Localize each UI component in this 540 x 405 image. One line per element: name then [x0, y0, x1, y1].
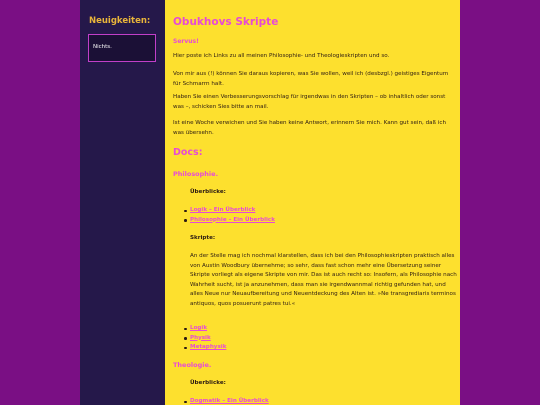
list-item — [190, 324, 226, 334]
docs-heading: Docs: — [173, 147, 203, 158]
main-content — [165, 0, 460, 405]
link-metaphysik[interactable]: Metaphysik — [190, 344, 227, 350]
link-physik[interactable]: Physik — [190, 334, 211, 341]
list-item — [190, 397, 269, 405]
link-dogmatik-overview[interactable]: Dogmatik – Ein Überblick — [190, 398, 269, 404]
intro-paragraph: Von mir aus (!) können Sie daraus kopieren, was Sie wollen, weil ich (desbzgl.) geistiges Eigentum für Schmarrn halt. — [173, 71, 449, 87]
greeting: Servus! — [173, 38, 199, 45]
news-heading: Neuigkeiten: — [89, 16, 151, 26]
intro-paragraph: Haben Sie einen Verbesserungsvorschlag für irgendwas in den Skripten – ob inhaltlich oder sonst was –, schicken Sies bitte an mail. — [173, 94, 446, 110]
theology-overviews-list — [190, 397, 269, 405]
intro-paragraph: Ist eine Woche verwichen und Sie haben keine Antwort, erinnern Sie mich. Kann gut sein, daß ich was übersehn. — [173, 120, 447, 136]
list-item — [190, 334, 226, 344]
philosophy-overviews-list — [190, 206, 275, 225]
philosophy-scripts-label: Skripte: — [190, 235, 216, 241]
philosophy-overviews-label: Überblicke: — [190, 189, 226, 195]
scripts-paragraph: An der Stelle mag ich nochmal klarstellen, dass ich bei den Philosophieskripten praktisch alles von Austin Woodbury übernehme; so sehr, dass fast schon mehr eine Übersetzung seiner Skripte vorliegt als eigene Skripte von mir. Das ist auch recht so: Insofern, als Philosophie nach Wahrheit sucht, ist ja anzunehmen, dass man sie irgendwannmal richtig gefunden hat, und alles Neue nur Neuaufbereitung und Neuentdeckung des Alten ist. »Ne transgrediaris terminos antiquos, quos posuerunt patres tui.« — [190, 253, 457, 307]
philosophy-heading: Philosophie. — [173, 170, 219, 178]
news-box — [88, 34, 156, 62]
page-title: Obukhovs Skripte — [173, 16, 279, 28]
theology-overviews-label: Überblicke: — [190, 380, 226, 386]
news-text: Nichts. — [93, 44, 112, 50]
list-item — [190, 343, 226, 353]
theology-heading: Theologie. — [173, 361, 212, 369]
intro-paragraph: Hier poste ich Links zu all meinen Philosophie- und Theologieskripten und so. — [173, 53, 390, 59]
list-item — [190, 206, 275, 216]
link-logik[interactable]: Logik — [190, 325, 208, 331]
sidebar — [80, 0, 165, 405]
list-item — [190, 216, 275, 226]
philosophy-scripts-list — [190, 324, 226, 353]
link-philosophie-overview[interactable]: Philosophie – Ein Überblick — [190, 216, 275, 223]
link-logik-overview[interactable]: Logik – Ein Überblick — [190, 207, 256, 213]
